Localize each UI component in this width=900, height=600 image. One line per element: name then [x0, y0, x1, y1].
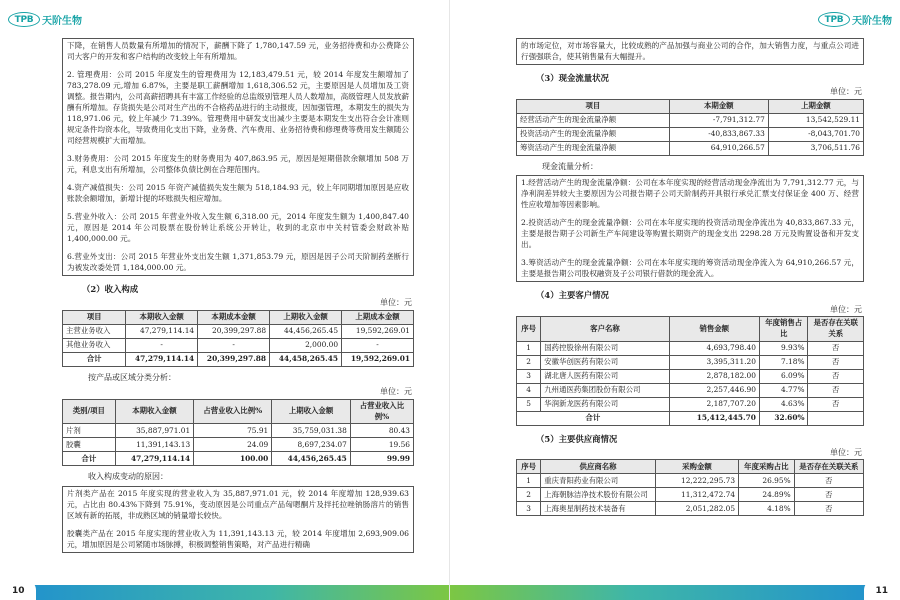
paragraph: 的市场定位，对市场容量大，比较成熟的产品加强与商业公司的合作，加大销售力度，与重点公司进行强强联合，使其销售量有大幅提升。	[521, 41, 859, 61]
table-cell: 1	[517, 474, 541, 488]
table-row	[63, 338, 414, 352]
table-cell: 上海奥星制药技术装备有	[541, 502, 656, 516]
paragraph: 3.财务费用：公司 2015 年度发生的财务费用为 407,863.95 元，原因是短期借款余额增加 508 万元，利息支出有所增加，公司整体负债比例在合理范围内。	[67, 154, 409, 174]
table-total-row	[63, 352, 414, 366]
table-row	[517, 488, 864, 502]
table-header: 项目	[517, 99, 670, 113]
table-cell: 经营活动产生的现金流量净额	[517, 113, 670, 127]
table-cell: 否	[808, 355, 864, 369]
reason-box	[62, 486, 414, 553]
table-cell: -	[342, 338, 414, 352]
paragraph: 1.经营活动产生的现金流量净额：公司在本年度实现的经营活动现金净流出为 7,791,312.77 元，与净利润差异较大主要原因为公司报告期子公司天阶制药开具银行承兑汇票支付保证金 400 万、经营性应收增加等因素影响。	[521, 178, 859, 210]
table-cell: 44,456,265.45	[272, 452, 351, 466]
table-cell: 2,187,707.20	[669, 397, 759, 411]
table-total-row	[63, 452, 414, 466]
table-cell: 4.63%	[759, 397, 808, 411]
table-cell: 20,399,297.88	[198, 324, 270, 338]
logo-text: 天阶生物	[852, 16, 892, 27]
table-header: 上期收入金额	[270, 310, 342, 324]
table-row	[517, 474, 864, 488]
table-cell: 3	[517, 502, 541, 516]
suppliers-table	[516, 459, 864, 516]
logo-mark: TPB	[8, 12, 40, 27]
table-cell: 2	[517, 355, 541, 369]
suppliers-unit: 单位：元	[830, 447, 862, 457]
paragraph: 胶囊类产品在 2015 年度实现的营业收入为 11,391,143.13 元，较 2014 年度增加 2,693,909.06 元，增加原因是公司紧随市场脉搏，积极调整销售策略，对产品进行精确	[67, 529, 409, 550]
customers-unit: 单位：元	[830, 304, 862, 314]
continued-text-box	[516, 38, 864, 65]
table-cell: 2,051,282.05	[655, 502, 738, 516]
table-cell: 80.43	[350, 424, 413, 438]
table-cell	[808, 411, 864, 425]
table-cell: 安徽华创医药有限公司	[541, 355, 669, 369]
page-number: 11	[875, 586, 888, 596]
table-row	[517, 397, 864, 411]
table-cell: 7.18%	[759, 355, 808, 369]
table-cell: 64,910,266.57	[669, 141, 768, 155]
table-header: 类别/项目	[63, 399, 116, 423]
table-header: 上期收入金额	[272, 399, 351, 423]
table-row	[517, 383, 864, 397]
table-cell: 32.60%	[759, 411, 808, 425]
brand-logo	[818, 12, 892, 27]
table-row	[517, 127, 864, 141]
logo-mark: TPB	[818, 12, 850, 27]
table-header: 本期金额	[669, 99, 768, 113]
table-cell: 47,279,114.14	[126, 352, 198, 366]
table-header: 销售金额	[669, 317, 759, 341]
table-cell: 2,878,182.00	[669, 369, 759, 383]
table-header: 序号	[517, 317, 541, 341]
table-header: 年度销售占比	[759, 317, 808, 341]
paragraph: 3.筹资活动产生的现金流量净额：公司在本年度实现的筹资活动现金净流入为 64,910,266.57 元，主要是报告期公司股权融资及子公司银行借款的现金流入。	[521, 258, 859, 279]
table-header: 供应商名称	[541, 460, 656, 474]
table-cell: 99.99	[350, 452, 413, 466]
table-cell: 1	[517, 341, 541, 355]
table-header: 占营业收入比例%	[350, 399, 413, 423]
table-cell: 筹资活动产生的现金流量净额	[517, 141, 670, 155]
table-header: 客户名称	[541, 317, 669, 341]
category-intro: 按产品或区域分类分析：	[88, 372, 176, 382]
table-cell: 19,592,269.01	[342, 324, 414, 338]
table-cell: 8,697,234.07	[272, 438, 351, 452]
paragraph: 2.投资活动产生的现金流量净额：公司在本年度实现的投资活动现金净流出为 40,833,867.33 元，主要是报告期子公司新生产车间建设等购置长期资产的现金支出 2298.28 万元及购置设备和开发支出。	[521, 218, 859, 250]
income-unit: 单位：元	[380, 298, 412, 308]
table-cell: 19.56	[350, 438, 413, 452]
table-cell: 100.00	[194, 452, 272, 466]
table-cell: 3,395,311.20	[669, 355, 759, 369]
table-cell: 4	[517, 383, 541, 397]
table-row	[517, 355, 864, 369]
table-cell: 九州通医药集团股份有限公司	[541, 383, 669, 397]
table-cell: 11,391,143.13	[115, 438, 194, 452]
category-unit: 单位：元	[380, 387, 412, 397]
table-cell: 否	[808, 383, 864, 397]
table-cell: 胶囊	[63, 438, 116, 452]
paragraph: 5.营业外收入：公司 2015 年营业外收入发生额 6,318.00 元，2014 年度发生额为 1,400,847.40 元，原因是 2014 年公司股票在股份转让系统公开转让，收到的北京市中关村管委会财政补贴 1,400,000.00 元。	[67, 212, 409, 243]
table-cell: -40,833,867.33	[669, 127, 768, 141]
table-cell: 75.91	[194, 424, 272, 438]
table-row	[517, 502, 864, 516]
table-header: 年度采购占比	[739, 460, 795, 474]
table-cell: 20,399,297.88	[198, 352, 270, 366]
table-row	[63, 438, 414, 452]
table-cell: 24.89%	[739, 488, 795, 502]
expense-notes-box	[62, 38, 414, 276]
category-table	[62, 399, 414, 466]
table-header: 上期成本金额	[342, 310, 414, 324]
table-header: 占营业收入比例%	[194, 399, 272, 423]
paragraph: 6.营业外支出：公司 2015 年营业外支出发生额 1,371,853.79 元，原因是因子公司天阶制药垄断行为被发改委处罚 1,184,000.00 元。	[67, 252, 409, 272]
table-cell: 合计	[517, 411, 670, 425]
table-cell: 重庆青阳药业有限公司	[541, 474, 656, 488]
table-cell: 否	[808, 397, 864, 411]
table-cell: 4,693,798.40	[669, 341, 759, 355]
table-cell: 湖北唐人医药有限公司	[541, 369, 669, 383]
table-cell: 35,887,971.01	[115, 424, 194, 438]
table-cell: -8,043,701.70	[768, 127, 863, 141]
cashflow-unit: 单位：元	[830, 87, 862, 97]
page-number: 10	[12, 586, 25, 596]
table-cell: 合计	[63, 452, 116, 466]
table-cell: 24.09	[194, 438, 272, 452]
table-cell: 6.09%	[759, 369, 808, 383]
cash-analysis-box	[516, 175, 864, 282]
table-header: 本期收入金额	[126, 310, 198, 324]
table-header: 本期收入金额	[115, 399, 194, 423]
table-cell: 否	[794, 488, 863, 502]
table-cell: 3,706,511.76	[768, 141, 863, 155]
table-header: 本期成本金额	[198, 310, 270, 324]
table-cell: 华润新龙医药有限公司	[541, 397, 669, 411]
table-cell: 国药控股徐州有限公司	[541, 341, 669, 355]
table-cell: 否	[794, 474, 863, 488]
income-section-title: （2）收入构成	[82, 284, 139, 294]
table-cell: 片剂	[63, 424, 116, 438]
table-header: 上期金额	[768, 99, 863, 113]
table-row	[63, 424, 414, 438]
footer-gradient-bar	[450, 585, 900, 600]
table-cell: -7,791,312.77	[669, 113, 768, 127]
table-cell: 47,279,114.14	[115, 452, 194, 466]
table-cell: 11,312,472.74	[655, 488, 738, 502]
table-cell: 2,000.00	[270, 338, 342, 352]
table-cell: 13,542,529.11	[768, 113, 863, 127]
table-row	[63, 324, 414, 338]
table-cell: 4.18%	[739, 502, 795, 516]
cashflow-table	[516, 99, 864, 156]
table-cell: 9.93%	[759, 341, 808, 355]
table-cell: 2,257,446.90	[669, 383, 759, 397]
table-cell: 47,279,114.14	[126, 324, 198, 338]
table-header: 序号	[517, 460, 541, 474]
table-cell: -	[198, 338, 270, 352]
income-table	[62, 310, 414, 367]
table-cell: 否	[808, 369, 864, 383]
table-cell: 上海朝脉洁净技术股份有限公司	[541, 488, 656, 502]
table-row	[517, 341, 864, 355]
table-cell: 26.95%	[739, 474, 795, 488]
cash-analysis-title: 现金流量分析：	[542, 161, 598, 171]
table-cell: 35,759,031.38	[272, 424, 351, 438]
table-cell: 12,222,295.73	[655, 474, 738, 488]
paragraph: 4.资产减值损失：公司 2015 年资产减值损失发生额为 518,184.93 元，较上年同期增加原因是应收账款余额增加，新增计提的坏账损失相应增加。	[67, 183, 409, 203]
customers-section-title: （4）主要客户情况	[536, 290, 609, 301]
table-row	[517, 369, 864, 383]
table-header: 是否存在关联关系	[794, 460, 863, 474]
table-total-row	[517, 411, 864, 425]
table-header: 是否存在关联关系	[808, 317, 864, 341]
logo-text: 天阶生物	[42, 16, 82, 27]
table-cell: 合计	[63, 352, 126, 366]
footer-gradient-bar	[0, 585, 450, 600]
paragraph: 片剂类产品在 2015 年度实现的营业收入为 35,887,971.01 元，较 2014 年度增加 128,939.63 元，占比由 80.43%下降到 75.91%，变动原因是公司重点产品匈嗯酮片及拌托拉唑钠肠溶片的销售区域有新的拓展，非成熟区域的销量增长较快。	[67, 489, 409, 521]
paragraph: 下降，在销售人员数量有所增加的情况下，薪酬下降了 1,780,147.59 元，业务招待费和办公费降公司大客户的开发和客户结构的改变较上年有所增加。	[67, 41, 409, 61]
right-content	[516, 38, 864, 580]
table-cell: 5	[517, 397, 541, 411]
paragraph: 2. 管理费用：公司 2015 年度发生的管理费用为 12,183,479.51 元，较 2014 年度发生额增加了 783,278.09 元,增加 6.87%，主要是职工薪酬增加 1,618,306.52 元，主要原因是人员增加及工资调整。报告期内，公司高薪招聘具有丰富工作经验的总监级别管理人员人数增加，高级管理人员发放薪酬有所增加。存货损失是公司对生产出的不合格药品进行的主动报废，因加强管理，本期发生的损失为 118,971.06 元，较上年减少 71.39%。管理费用中研发支出减少主要是本期发生支出符合会计准则规定条件均资本化，导致费用化支出下降，业务费、汽车费用、业务招待费和修理费等费用发生额随公司经营规模扩大而增加。	[67, 70, 409, 145]
table-cell: 否	[808, 341, 864, 355]
suppliers-section-title: （5）主要供应商情况	[536, 433, 618, 444]
table-row	[517, 113, 864, 127]
table-header: 采购金额	[655, 460, 738, 474]
table-cell: 4.77%	[759, 383, 808, 397]
table-cell: 其他业务收入	[63, 338, 126, 352]
table-cell: 2	[517, 488, 541, 502]
reason-title: 收入构成变动的原因：	[88, 472, 168, 482]
table-cell: 3	[517, 369, 541, 383]
table-cell: 否	[794, 502, 863, 516]
table-header: 项目	[63, 310, 126, 324]
table-cell: 44,456,265.45	[270, 324, 342, 338]
table-cell: 投资活动产生的现金流量净额	[517, 127, 670, 141]
table-cell: 主营业务收入	[63, 324, 126, 338]
table-cell: -	[126, 338, 198, 352]
customers-table	[516, 316, 864, 425]
right-page	[450, 0, 900, 600]
table-cell: 44,458,265.45	[270, 352, 342, 366]
table-cell: 15,412,445.70	[669, 411, 759, 425]
brand-logo	[8, 12, 82, 27]
table-row	[517, 141, 864, 155]
left-content	[62, 38, 414, 580]
table-cell: 19,592,269.01	[342, 352, 414, 366]
cashflow-section-title: （3）现金流量状况	[536, 73, 609, 83]
